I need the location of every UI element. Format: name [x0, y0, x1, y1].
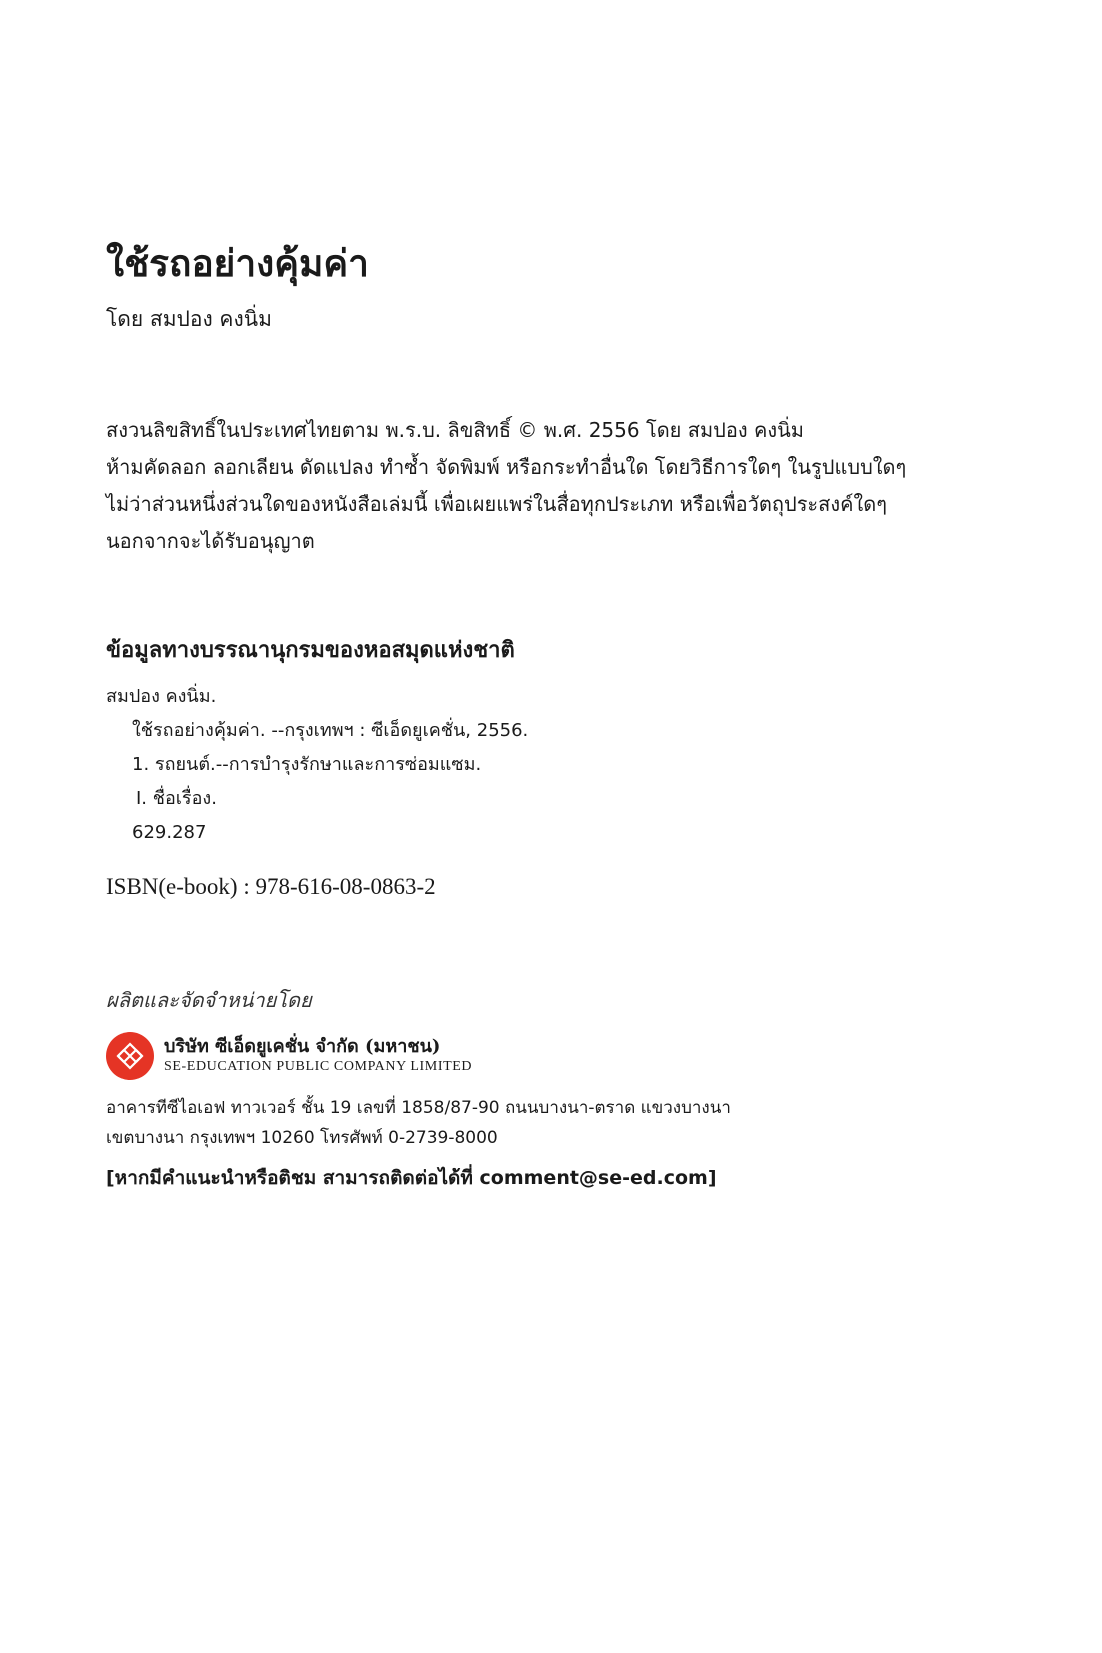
- feedback-contact: [หากมีคำแนะนำหรือติชม สามารถติดต่อได้ที่ comment@se-ed.com]: [106, 1167, 717, 1189]
- address-line: อาคารทีซีไอเอฟ ทาวเวอร์ ชั้น 19 เลขที่ 1858/87-90 ถนนบางนา-ตราด แขวงบางนา: [106, 1098, 731, 1118]
- copyright-line: นอกจากจะได้รับอนุญาต: [106, 529, 315, 553]
- cip-title-entry: I. ชื่อเรื่อง.: [136, 788, 217, 809]
- author-byline: โดย สมปอง คงนิ่ม: [106, 307, 272, 331]
- se-ed-logo-icon: [106, 1032, 154, 1080]
- copyright-notice: [106, 412, 1006, 560]
- publisher-name-th: บริษัท ซีเอ็ดยูเคชั่น จำกัด (มหาชน): [164, 1036, 441, 1057]
- publisher-name: [164, 1036, 472, 1076]
- publisher-logo: [106, 1032, 472, 1080]
- isbn: ISBN(e-book) : 978-616-08-0863-2: [106, 874, 436, 899]
- lattice-icon: [115, 1041, 145, 1071]
- cip-author: สมปอง คงนิ่ม.: [106, 686, 217, 707]
- publisher-name-en: SE-EDUCATION PUBLIC COMPANY LIMITED: [164, 1059, 473, 1074]
- cip-title-line: ใช้รถอย่างคุ้มค่า. --กรุงเทพฯ : ซีเอ็ดยูเคชั่น, 2556.: [132, 720, 529, 741]
- publisher-address: [106, 1093, 731, 1153]
- cip-record: [106, 680, 528, 850]
- address-line: เขตบางนา กรุงเทพฯ 10260 โทรศัพท์ 0-2739-8000: [106, 1128, 498, 1148]
- copyright-line: ไม่ว่าส่วนหนึ่งส่วนใดของหนังสือเล่มนี้ เพื่อเผยแพร่ในสื่อทุกประเภท หรือเพื่อวัตถุประสงค์ใดๆ: [106, 492, 888, 516]
- cip-heading: ข้อมูลทางบรรณานุกรมของหอสมุดแห่งชาติ: [106, 637, 515, 663]
- publisher-heading: ผลิตและจัดจำหน่ายโดย: [106, 988, 312, 1012]
- copyright-line: ห้ามคัดลอก ลอกเลียน ดัดแปลง ทำซ้ำ จัดพิมพ์ หรือกระทำอื่นใด โดยวิธีการใดๆ ในรูปแบบใดๆ: [106, 455, 907, 479]
- cip-classification: 629.287: [132, 822, 207, 843]
- book-title: ใช้รถอย่างคุ้มค่า: [106, 241, 369, 285]
- cip-subject: 1. รถยนต์.--การบำรุงรักษาและการซ่อมแซม.: [132, 754, 482, 775]
- copyright-line: สงวนลิขสิทธิ์ในประเทศไทยตาม พ.ร.บ. ลิขสิทธิ์ © พ.ศ. 2556 โดย สมปอง คงนิ่ม: [106, 418, 804, 442]
